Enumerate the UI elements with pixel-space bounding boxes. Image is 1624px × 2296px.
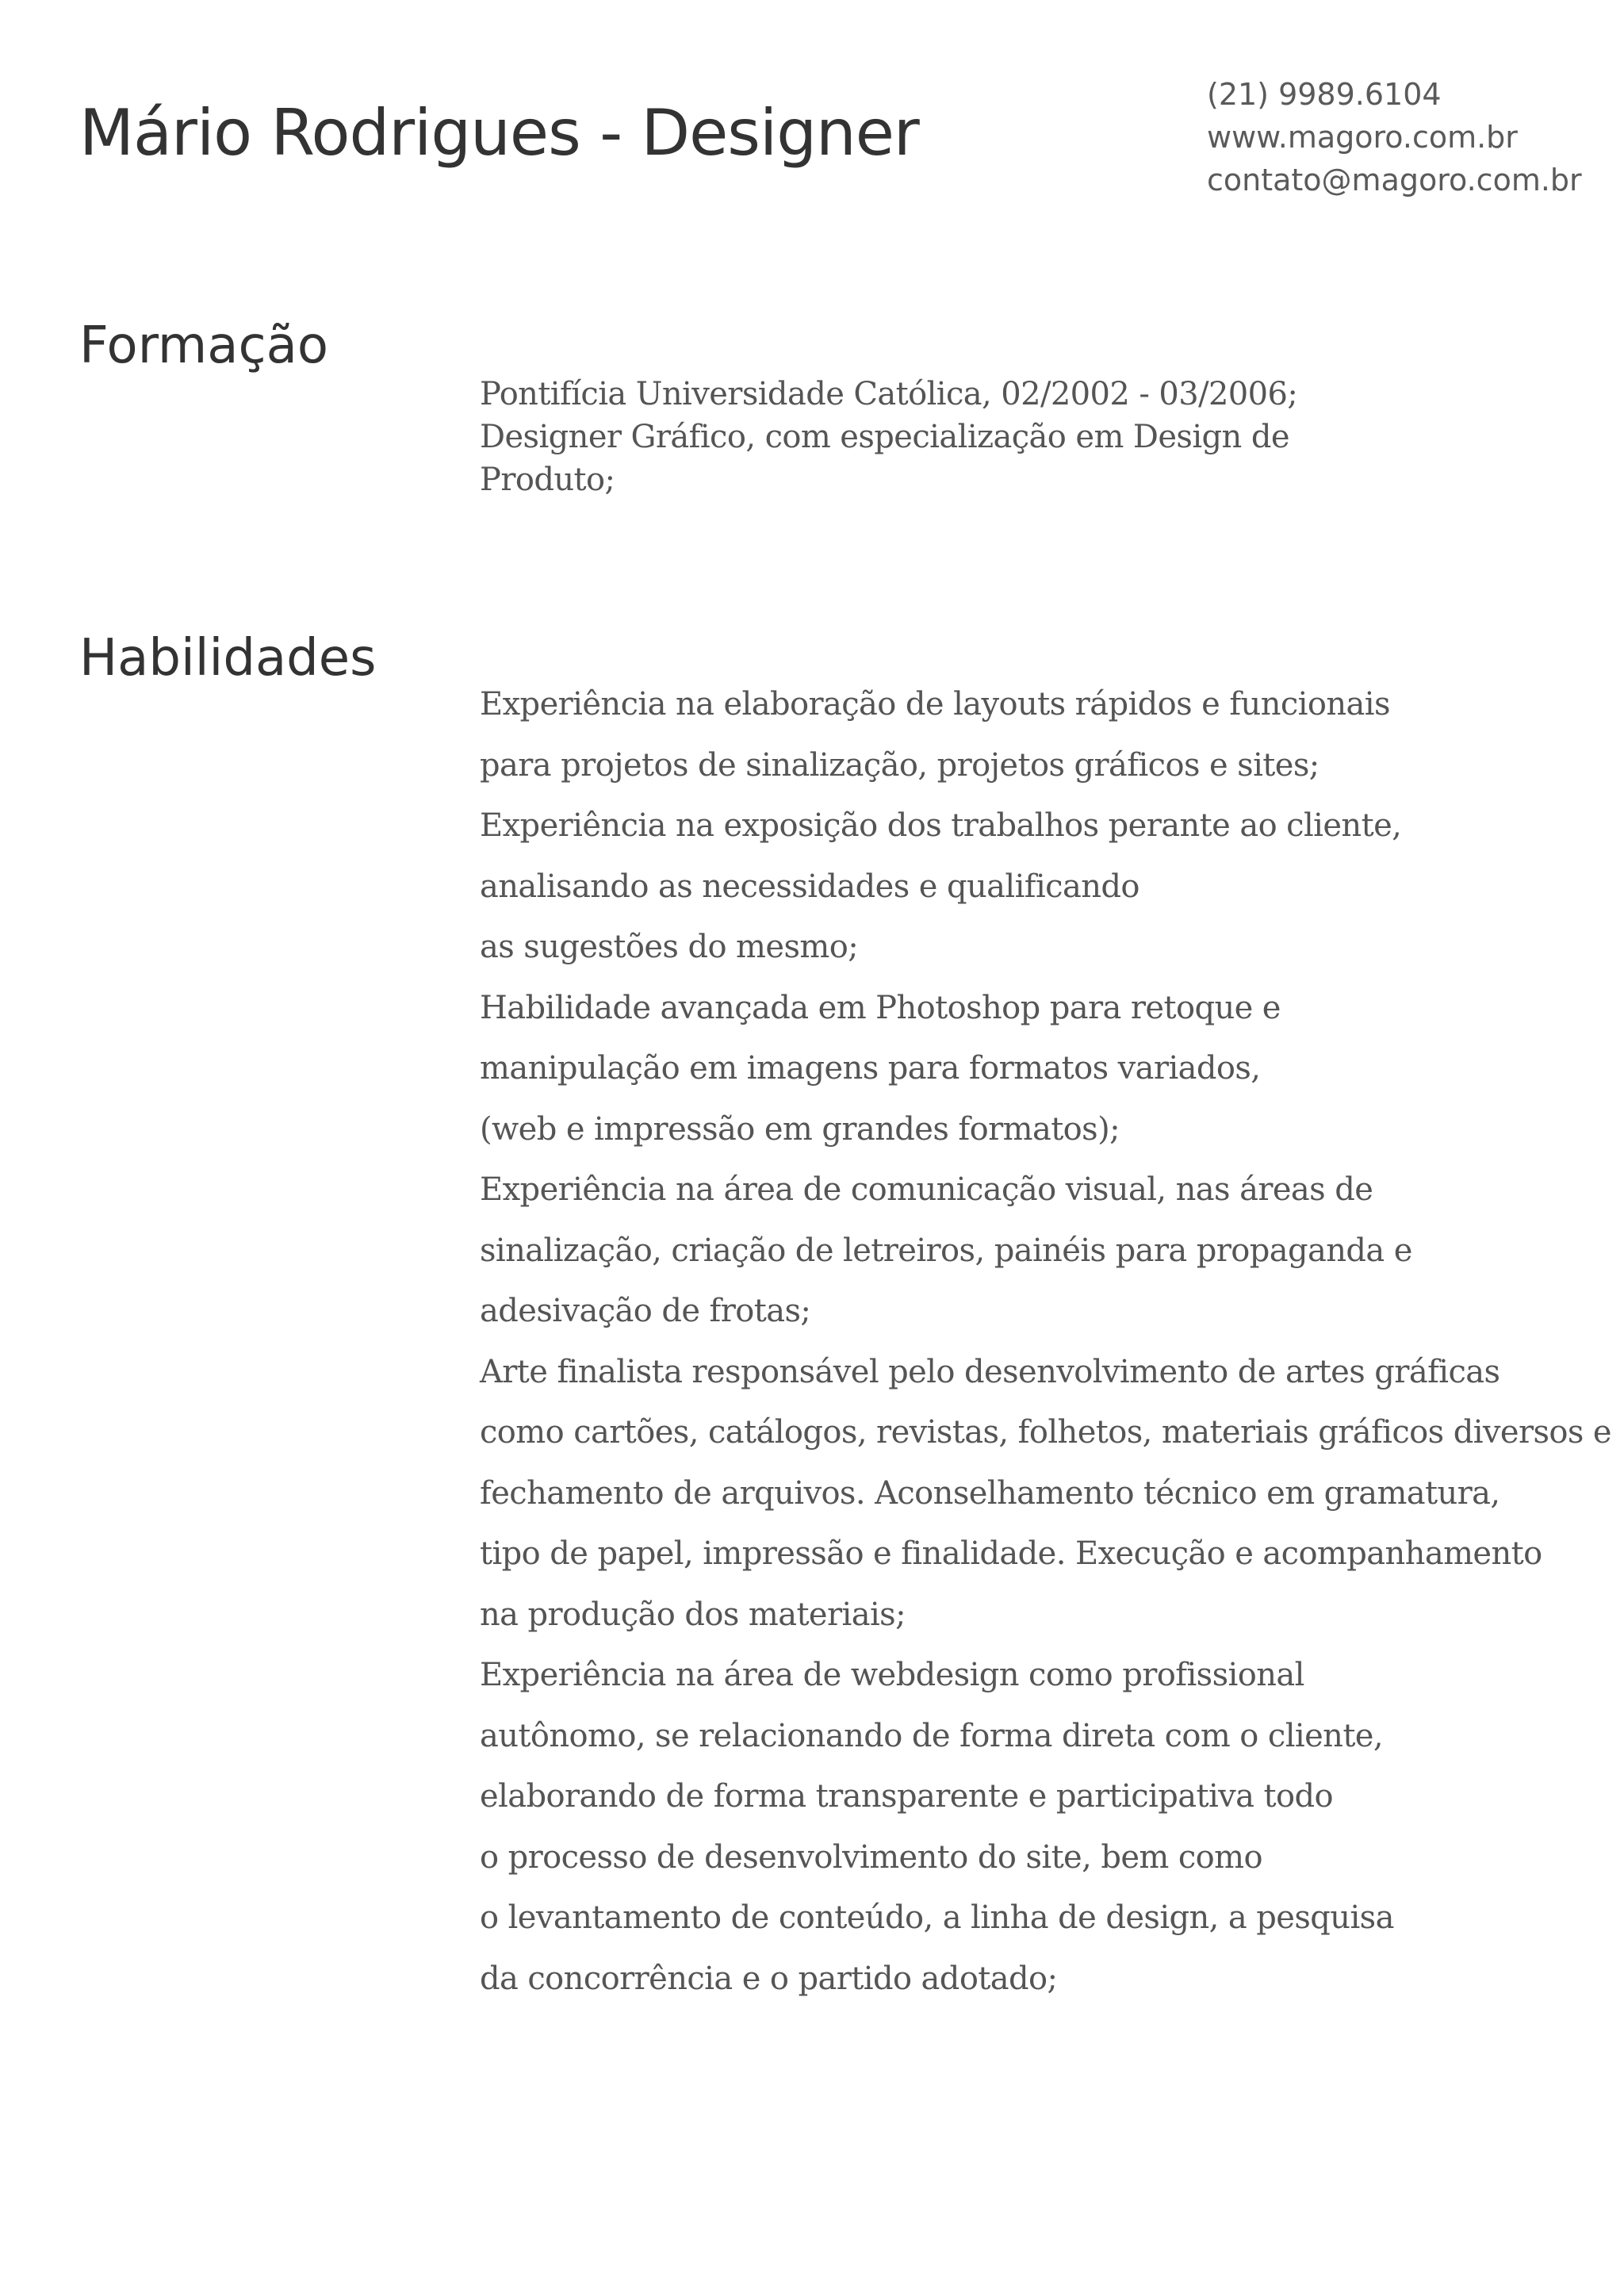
text-line: como cartões, catálogos, revistas, folhetos, materiais gráficos diversos e	[480, 1414, 1612, 1451]
text-line: Pontifícia Universidade Católica, 02/2002 - 03/2006;	[480, 376, 1298, 412]
website-link[interactable]: www.magoro.com.br	[1207, 120, 1518, 155]
text-line: analisando as necessidades e qualificando	[480, 868, 1139, 905]
email-link[interactable]: contato@magoro.com.br	[1207, 163, 1582, 197]
section-title-formacao: Formação	[79, 316, 328, 375]
text-line: Designer Gráfico, com especialização em Design de	[480, 419, 1289, 455]
text-line: as sugestões do mesmo;	[480, 929, 859, 965]
text-line: Experiência na área de comunicação visual, nas áreas de	[480, 1171, 1373, 1208]
text-line: Experiência na exposição dos trabalhos perante ao cliente,	[480, 807, 1402, 844]
section-title-habilidades: Habilidades	[79, 629, 377, 688]
page-title: Mário Rodrigues - Designer	[79, 96, 919, 170]
text-line: Habilidade avançada em Photoshop para retoque e	[480, 989, 1281, 1026]
text-line: autônomo, se relacionando de forma direta com o cliente,	[480, 1717, 1383, 1754]
text-line: (web e impressão em grandes formatos);	[480, 1110, 1120, 1148]
formacao-body	[480, 373, 1297, 501]
text-line: Experiência na área de webdesign como profissional	[480, 1657, 1304, 1693]
text-line: sinalização, criação de letreiros, painéis para propaganda e	[480, 1232, 1412, 1269]
text-line: o processo de desenvolvimento do site, bem como	[480, 1838, 1262, 1876]
phone-number: (21) 9989.6104	[1207, 77, 1442, 112]
text-line: Produto;	[480, 462, 615, 498]
text-line: adesivação de frotas;	[480, 1293, 811, 1329]
text-line: Experiência na elaboração de layouts rápidos e funcionais	[480, 686, 1390, 723]
text-line: elaborando de forma transparente e participativa todo	[480, 1778, 1333, 1815]
text-line: para projetos de sinalização, projetos gráficos e sites;	[480, 746, 1320, 784]
text-line: da concorrência e o partido adotado;	[480, 1960, 1058, 1997]
contact-info	[1207, 73, 1582, 201]
text-line: o levantamento de conteúdo, a linha de design, a pesquisa	[480, 1899, 1394, 1936]
text-line: Arte finalista responsável pelo desenvolvimento de artes gráficas	[480, 1353, 1500, 1390]
habilidades-body	[480, 674, 1611, 2009]
text-line: na produção dos materiais;	[480, 1596, 906, 1633]
text-line: tipo de papel, impressão e finalidade. Execução e acompanhamento	[480, 1535, 1542, 1572]
text-line: fechamento de arquivos. Aconselhamento técnico em gramatura,	[480, 1474, 1500, 1512]
text-line: manipulação em imagens para formatos variados,	[480, 1050, 1261, 1087]
